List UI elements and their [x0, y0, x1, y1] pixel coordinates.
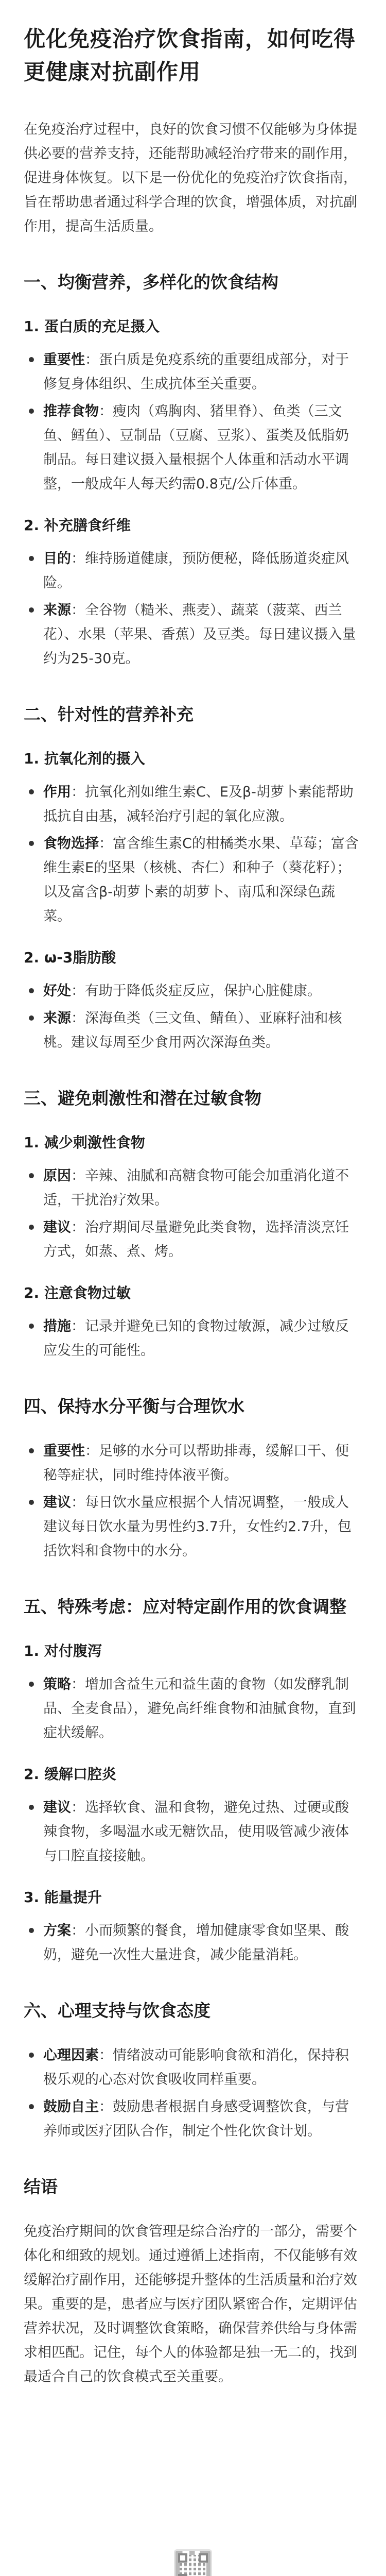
list-item-text: 情绪波动可能影响食欲和消化，保持积极乐观的心态对饮食吸收同样重要。	[43, 2047, 349, 2088]
list-item-term: 来源	[43, 1010, 71, 1026]
list-item-separator: ：	[71, 1168, 85, 1184]
list-item-separator: ：	[99, 836, 113, 852]
list-item	[24, 979, 362, 1003]
bullet-list	[24, 780, 362, 928]
list-item	[24, 1672, 362, 1745]
list-item-text: 蛋白质是免疫系统的重要组成部分，对于修复身体组织、生成抗体至关重要。	[43, 352, 349, 392]
list-item	[24, 547, 362, 595]
list-item-term: 鼓励自主	[43, 2099, 99, 2115]
list-item-term: 建议	[43, 1495, 71, 1511]
list-item-text: 每日饮水量应根据个人情况调整，一般成人建议每日饮水量为男性约3.7升，女性约2.7升，包括饮料和食物中的水分。	[43, 1495, 352, 1559]
bullet-list	[24, 547, 362, 671]
list-item-text: 记录并避免已知的食物过敏源，减少过敏反应发生的可能性。	[43, 1318, 349, 1359]
bullet-icon	[29, 1500, 34, 1505]
subsection-heading: 2. ω-3脂肪酸	[24, 949, 116, 966]
bullet-icon	[29, 1928, 34, 1933]
conclusion-paragraph: 免疫治疗期间的饮食管理是综合治疗的一部分，需要个体化和细致的规划。通过遵循上述指南，不仅能够有效缓解治疗副作用，还能够提升整体的生活质量和治疗效果。重要的是，患者应与医疗团队紧密合作，定期评估营养状况，及时调整饮食策略，确保营养供给与身体需求相匹配。记住，每个人的体验都是独一无二的，找到最适合自己的饮食模式至关重要。	[24, 2224, 357, 2385]
list-item	[24, 1164, 362, 1212]
section-heading: 结语	[24, 2177, 58, 2197]
list-item-text: 全谷物（糙米、燕麦）、蔬菜（菠菜、西兰花）、水果（苹果、香蕉）及豆类。每日建议摄入量约为25-30克。	[43, 602, 356, 667]
bullet-list	[24, 1795, 362, 1868]
list-item-separator: ：	[71, 1676, 85, 1692]
list-item-text: 瘦肉（鸡胸肉、猪里脊）、鱼类（三文鱼、鳕鱼）、豆制品（豆腐、豆浆）、蛋类及低脂奶制品。每日建议摄入量根据个人体重和活动水平调整，一般成年人每天约需0.8克/公斤体重。	[43, 403, 349, 492]
section-heading: 六、心理支持与饮食态度	[24, 2001, 210, 2021]
list-item-term: 措施	[43, 1318, 71, 1334]
list-item	[24, 2095, 362, 2143]
list-item-separator: ：	[71, 1800, 85, 1816]
list-item-separator: ：	[71, 1318, 85, 1334]
list-item-text: 增加含益生元和益生菌的食物（如发酵乳制品、全麦食品），避免高纤维食物和油腻食物，直到症状缓解。	[43, 1676, 356, 1741]
list-item-separator: ：	[71, 1219, 85, 1235]
bullet-icon	[29, 357, 34, 362]
bullet-icon	[29, 1682, 34, 1687]
list-item-text: 治疗期间尽量避免此类食物，选择清淡烹饪方式，如蒸、煮、烤。	[43, 1219, 349, 1260]
list-item	[24, 1439, 362, 1487]
list-item-separator: ：	[85, 1443, 99, 1459]
list-item-term: 重要性	[43, 1443, 85, 1459]
section-heading: 二、针对性的营养补充	[24, 704, 194, 724]
list-item	[24, 1215, 362, 1264]
list-item-term: 好处	[43, 983, 71, 999]
bullet-list	[24, 1164, 362, 1264]
list-item	[24, 348, 362, 396]
section-heading: 三、避免刺激性和潜在过敏食物	[24, 1088, 261, 1108]
list-item	[24, 780, 362, 828]
subsection-heading: 1. 抗氧化剂的摄入	[24, 750, 145, 767]
list-item-text: 抗氧化剂如维生素C、E及β-胡萝卜素能帮助抵抗自由基，减轻治疗引起的氧化应激。	[43, 784, 354, 824]
document-body	[24, 269, 362, 2389]
bullet-icon	[29, 988, 34, 993]
list-item	[24, 1006, 362, 1055]
bullet-icon	[29, 1324, 34, 1329]
bullet-icon	[29, 2053, 34, 2058]
list-item-term: 方案	[43, 1923, 71, 1939]
section-heading: 四、保持水分平衡与合理饮水	[24, 1396, 244, 1416]
list-item-term: 来源	[43, 602, 71, 618]
list-item	[24, 1795, 362, 1868]
list-item	[24, 598, 362, 671]
list-item-text: 维持肠道健康，预防便秘，降低肠道炎症风险。	[43, 551, 349, 591]
subsection-heading: 3. 能量提升	[24, 1889, 102, 1906]
list-item-separator: ：	[85, 352, 99, 368]
list-item-text: 足够的水分可以帮助排毒，缓解口干、便秘等症状，同时维持体液平衡。	[43, 1443, 349, 1483]
list-item-term: 作用	[43, 784, 71, 800]
list-item-text: 有助于降低炎症反应，保护心脏健康。	[85, 983, 321, 999]
list-item-separator: ：	[99, 2047, 113, 2063]
bullet-icon	[29, 607, 34, 613]
bullet-list	[24, 2043, 362, 2143]
section-heading: 一、均衡营养，多样化的饮食结构	[24, 272, 278, 292]
list-item-separator: ：	[71, 551, 85, 567]
list-item-separator: ：	[99, 403, 113, 419]
list-item-text: 鼓励患者根据自身感受调整饮食，与营养师或医疗团队合作，制定个性化饮食计划。	[43, 2099, 349, 2139]
list-item-term: 推荐食物	[43, 403, 99, 419]
bullet-icon	[29, 841, 34, 846]
list-item-term: 建议	[43, 1219, 71, 1235]
list-item-separator: ：	[71, 1923, 85, 1939]
bullet-icon	[29, 789, 34, 794]
subsection-heading: 1. 对付腹泻	[24, 1642, 102, 1659]
list-item	[24, 832, 362, 928]
page-title: 优化免疫治疗饮食指南，如何吃得更健康对抗副作用	[24, 26, 356, 84]
list-item-separator: ：	[99, 2099, 113, 2115]
subsection-heading: 1. 蛋白质的充足摄入	[24, 318, 160, 335]
list-item-term: 食物选择	[43, 836, 99, 852]
list-item-separator: ：	[71, 1010, 85, 1026]
list-item-term: 心理因素	[43, 2047, 99, 2063]
list-item-separator: ：	[71, 983, 85, 999]
bullet-list	[24, 979, 362, 1055]
intro-paragraph: 在免疫治疗过程中，良好的饮食习惯不仅能够为身体提供必要的营养支持，还能帮助减轻治疗带来的副作用，促进身体恢复。以下是一份优化的免疫治疗饮食指南，旨在帮助患者通过科学合理的饮食，增强体质，对抗副作用，提高生活质量。	[24, 122, 357, 234]
list-item-text: 选择软食、温和食物，避免过热、过硬或酸辣食物，多喝温水或无糖饮品，使用吸管减少液体与口腔直接接触。	[43, 1800, 349, 1864]
list-item	[24, 399, 362, 496]
list-item-text: 深海鱼类（三文鱼、鲭鱼）、亚麻籽油和核桃。建议每周至少食用两次深海鱼类。	[43, 1010, 342, 1050]
bullet-list	[24, 1919, 362, 1967]
bullet-icon	[29, 409, 34, 414]
bullet-list	[24, 348, 362, 496]
list-item	[24, 2043, 362, 2092]
bullet-icon	[29, 1015, 34, 1021]
bullet-icon	[29, 1805, 34, 1810]
bullet-list	[24, 1672, 362, 1745]
list-item-term: 目的	[43, 551, 71, 567]
list-item-text: 辛辣、油腻和高糖食物可能会加重消化道不适，干扰治疗效果。	[43, 1168, 349, 1208]
subsection-heading: 1. 减少刺激性食物	[24, 1134, 145, 1151]
subsection-heading: 2. 缓解口腔炎	[24, 1766, 116, 1783]
list-item-term: 建议	[43, 1800, 71, 1816]
list-item-text: 小而频繁的餐食，增加健康零食如坚果、酸奶，避免一次性大量进食，减少能量消耗。	[43, 1923, 349, 1963]
list-item-separator: ：	[71, 602, 85, 618]
list-item	[24, 1490, 362, 1563]
bullet-icon	[29, 2104, 34, 2109]
bullet-list	[24, 1314, 362, 1363]
list-item	[24, 1314, 362, 1363]
footer	[0, 2549, 386, 2576]
list-item-term: 重要性	[43, 352, 85, 368]
list-item-separator: ：	[71, 1495, 85, 1511]
bullet-icon	[29, 1173, 34, 1178]
list-item	[24, 1919, 362, 1967]
list-item-text: 富含维生素C的柑橘类水果、草莓；富含维生素E的坚果（核桃、杏仁）和种子（葵花籽）；以及富含β-胡萝卜素的胡萝卜、南瓜和深绿色蔬菜。	[43, 836, 359, 924]
subsection-heading: 2. 注意食物过敏	[24, 1284, 131, 1301]
bullet-icon	[29, 556, 34, 561]
subsection-heading: 2. 补充膳食纤维	[24, 517, 131, 534]
bullet-icon	[29, 1225, 34, 1230]
bullet-icon	[29, 1448, 34, 1453]
list-item-separator: ：	[71, 784, 85, 800]
section-heading: 五、特殊考虑：应对特定副作用的饮食调整	[24, 1597, 346, 1617]
bullet-list	[24, 1439, 362, 1563]
list-item-term: 策略	[43, 1676, 71, 1692]
qr-code-icon[interactable]	[174, 2549, 212, 2576]
list-item-term: 原因	[43, 1168, 71, 1184]
